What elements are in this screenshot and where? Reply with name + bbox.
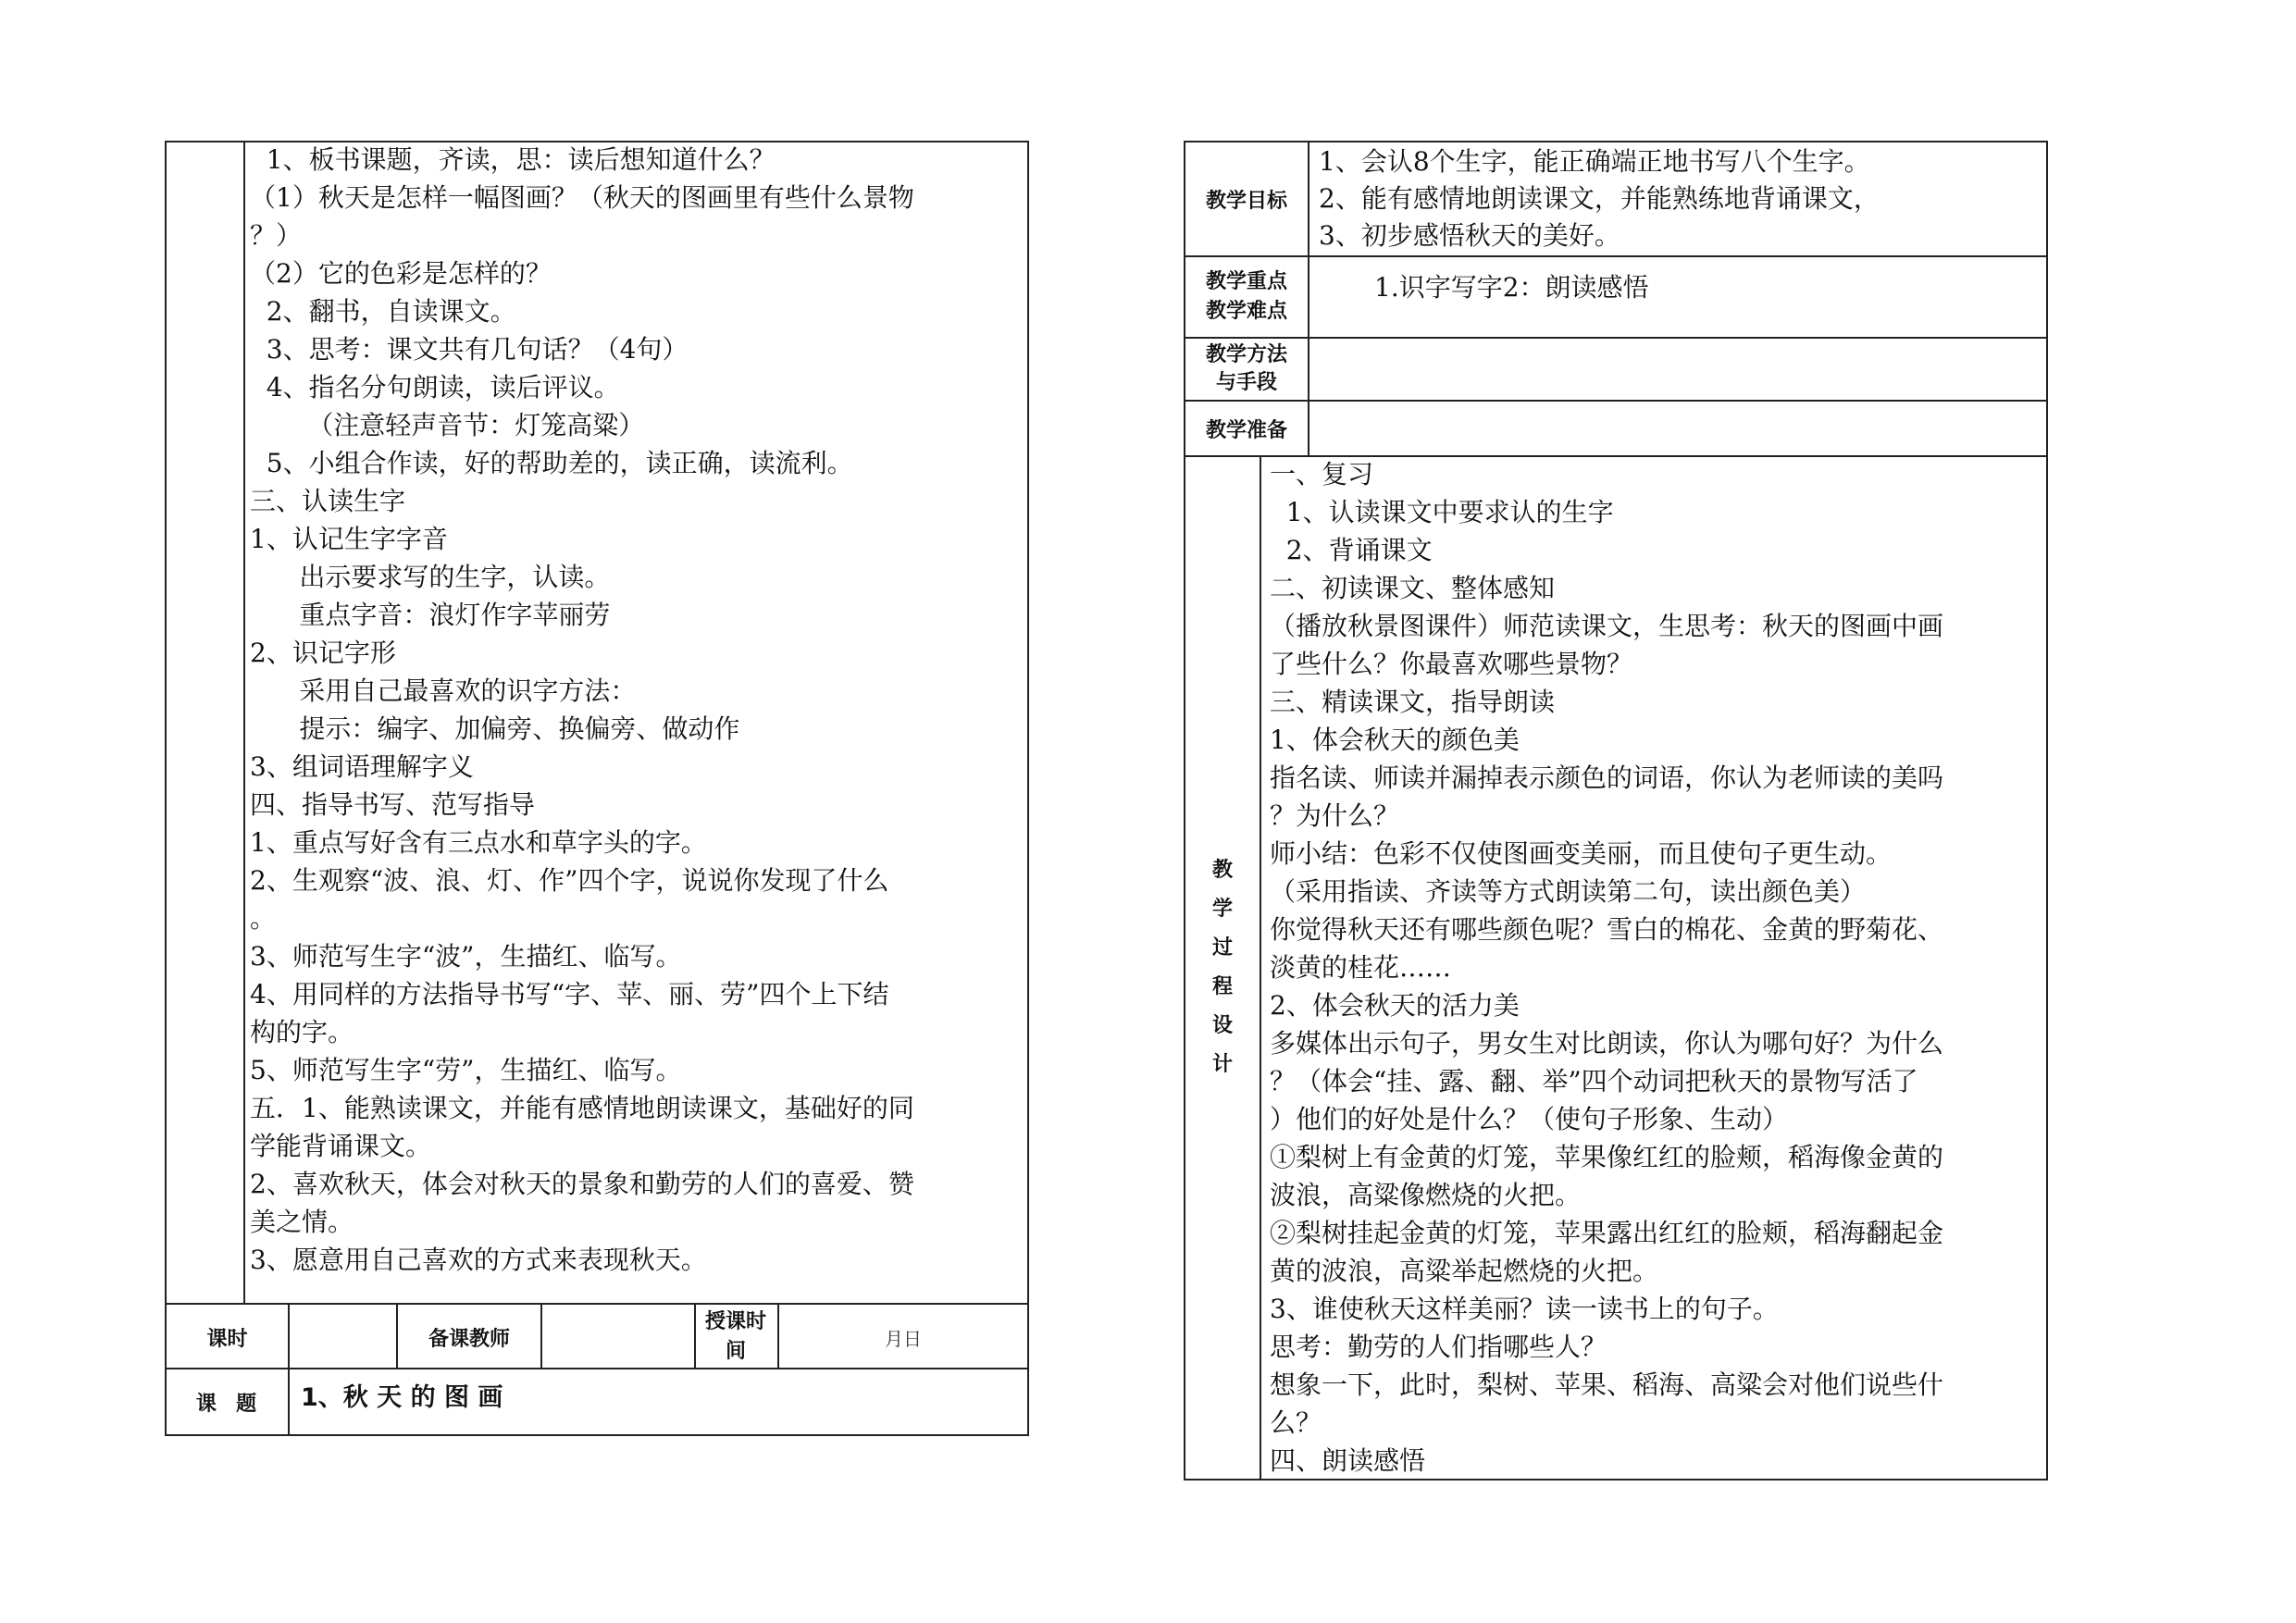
process-line: （采用指读、齐读等方式朗读第二句，读出颜色美） <box>1270 876 1867 907</box>
topic-value: 1、秋 天 的 图 画 <box>301 1383 503 1412</box>
right-label-column-divider <box>1308 141 1309 457</box>
process-line: 二、初读课文、整体感知 <box>1270 573 1556 603</box>
key-points-label <box>1185 257 1308 337</box>
lesson-line: 2、喜欢秋天，体会对秋天的景象和勤劳的人们的喜爱、赞 <box>250 1169 914 1199</box>
methods-label-line-2: 与手段 <box>1215 371 1277 394</box>
lesson-line: 出示要求写的生字，认读。 <box>250 562 611 592</box>
lesson-line: （2）它的色彩是怎样的？ <box>250 258 552 289</box>
right-row-divider-1 <box>1184 255 2048 257</box>
process-line: 思考：勤劳的人们指哪些人？ <box>1270 1332 1607 1362</box>
topic-label: 课 题 <box>195 1392 259 1416</box>
process-line: 淡黄的桂花…… <box>1270 952 1452 983</box>
lesson-line: 4、指名分句朗读，读后评议。 <box>250 372 620 403</box>
lesson-line: 采用自己最喜欢的识字方法： <box>250 675 637 706</box>
lesson-line: 1、板书课题，齐读，思：读后想知道什么？ <box>250 144 776 175</box>
process-line: 3、谁使秋天这样美丽？读一读书上的句子。 <box>1270 1294 1779 1324</box>
lesson-line: 2、识记字形 <box>250 638 396 668</box>
key-points-value: 1.识字写字2：朗读感悟 <box>1374 272 1649 303</box>
left-footer-topic-divider <box>288 1368 290 1434</box>
process-line: 三、精读课文，指导朗读 <box>1270 687 1556 717</box>
left-footer-divider-2 <box>165 1368 1029 1369</box>
lesson-line: 构的字。 <box>250 1017 354 1047</box>
lesson-line: 1、重点写好含有三点水和草字头的字。 <box>250 827 707 858</box>
preparation-value <box>1319 402 2041 455</box>
methods-label <box>1185 339 1308 400</box>
lesson-line: 3、愿意用自己喜欢的方式来表现秋天。 <box>250 1245 707 1275</box>
process-line: 2、体会秋天的活力美 <box>1270 990 1520 1021</box>
process-label-cell <box>1185 457 1260 1479</box>
goal-item: 2、能有感情地朗读课文，并能熟练地背诵课文， <box>1319 183 1880 214</box>
process-line: ？（体会“挂、露、翻、举”四个动词把秋天的景物写活了 <box>1270 1066 1918 1096</box>
lesson-line: 4、用同样的方法指导书写“字、苹、丽、劳”四个上下结 <box>250 979 889 1010</box>
lesson-line: 3、思考：课文共有几句话？（4句） <box>250 334 689 365</box>
process-line: 一、复习 <box>1270 459 1374 489</box>
process-line: 想象一下，此时，梨树、苹果、稻海、高粱会对他们说些什 <box>1270 1369 1944 1400</box>
class-time-label: 授课时间 <box>705 1310 767 1363</box>
process-line: 2、背诵课文 <box>1270 535 1433 565</box>
process-line: ①梨树上有金黄的灯笼，苹果像红红的脸颊，稻海像金黄的 <box>1270 1142 1944 1172</box>
methods-label-line-1: 教学方法 <box>1205 343 1287 366</box>
key-points-label-line-1: 教学重点 <box>1205 270 1287 293</box>
lesson-line: 学能背诵课文。 <box>250 1131 432 1161</box>
process-line: 黄的波浪，高粱举起燃烧的火把。 <box>1270 1256 1659 1286</box>
lesson-line: 三、认读生字 <box>250 486 406 516</box>
lesson-line: （注意轻声音节：灯笼高粱） <box>250 410 645 440</box>
left-content-area <box>250 141 1027 1305</box>
process-label: 教学过程设计 <box>1211 859 1233 1076</box>
lesson-line: 2、生观察“波、浪、灯、作”四个字，说说你发现了什么 <box>250 865 889 896</box>
keshi-value <box>290 1305 396 1369</box>
goal-item: 1、会认8个生字，能正确端正地书写八个生字。 <box>1319 146 1870 177</box>
lesson-line: 四、指导书写、范写指导 <box>250 789 536 820</box>
lesson-line: 美之情。 <box>250 1207 354 1237</box>
left-label-column-divider <box>243 141 245 1305</box>
process-line: ？为什么？ <box>1270 800 1400 831</box>
process-line: 指名读、师读并漏掉表示颜色的词语，你认为老师读的美吗 <box>1270 762 1944 793</box>
process-line: 1、认读课文中要求认的生字 <box>1270 497 1614 527</box>
key-points-label-line-2: 教学难点 <box>1205 300 1287 323</box>
process-line: 四、朗读感悟 <box>1270 1445 1426 1476</box>
preparation-label: 教学准备 <box>1205 418 1287 442</box>
teacher-value <box>542 1305 694 1369</box>
lesson-line: 2、翻书，自读课文。 <box>250 296 516 327</box>
process-line: 了些什么？你最喜欢哪些景物？ <box>1270 649 1633 679</box>
process-line: 么？ <box>1270 1407 1322 1438</box>
lesson-line: 5、小组合作读，好的帮助差的，读正确，读流利。 <box>250 448 853 478</box>
process-line: ）他们的好处是什么？（使句子形象、生动） <box>1270 1104 1789 1134</box>
lesson-line: 3、组词语理解字义 <box>250 751 474 782</box>
process-line: 你觉得秋天还有哪些颜色呢？雪白的棉花、金黄的野菊花、 <box>1270 914 1944 945</box>
class-date-value: 月日 <box>885 1327 922 1350</box>
lesson-line: ？） <box>250 220 303 251</box>
lesson-line: 重点字音：浪灯作字苹丽劳 <box>250 600 611 630</box>
keshi-label: 课时 <box>206 1327 248 1351</box>
process-line: ②梨树挂起金黄的灯笼，苹果露出红红的脸颊，稻海翻起金 <box>1270 1218 1944 1248</box>
goals-label: 教学目标 <box>1205 189 1287 213</box>
left-footer-col-4 <box>694 1303 696 1369</box>
right-process-column-divider <box>1260 455 1261 1481</box>
lesson-line: 1、认记生字字音 <box>250 524 448 554</box>
lesson-line: 提示：编字、加偏旁、换偏旁、做动作 <box>250 713 740 744</box>
teacher-label: 备课教师 <box>428 1327 510 1351</box>
lesson-line: 5、师范写生字“劳”，生描红、临写。 <box>250 1055 682 1085</box>
process-content-area <box>1270 457 2045 1479</box>
process-line: 1、体会秋天的颜色美 <box>1270 725 1520 755</box>
methods-value <box>1319 339 2041 400</box>
process-line: 波浪，高粱像燃烧的火把。 <box>1270 1180 1582 1210</box>
process-line: 多媒体出示句子，男女生对比朗读，你认为哪句好？为什么 <box>1270 1028 1944 1059</box>
goal-item: 3、初步感悟秋天的美好。 <box>1319 220 1620 251</box>
lesson-line: 。 <box>250 903 277 934</box>
lesson-line: 五．1、能熟读课文，并能有感情地朗读课文，基础好的同 <box>250 1093 914 1123</box>
lesson-line: 3、师范写生字“波”，生描红、临写。 <box>250 941 682 972</box>
process-line: （播放秋景图课件）师范读课文，生思考：秋天的图画中画 <box>1270 611 1944 641</box>
process-line: 师小结：色彩不仅使图画变美丽，而且使句子更生动。 <box>1270 838 1893 869</box>
lesson-line: （1）秋天是怎样一幅图画？（秋天的图画里有些什么景物 <box>250 182 914 213</box>
